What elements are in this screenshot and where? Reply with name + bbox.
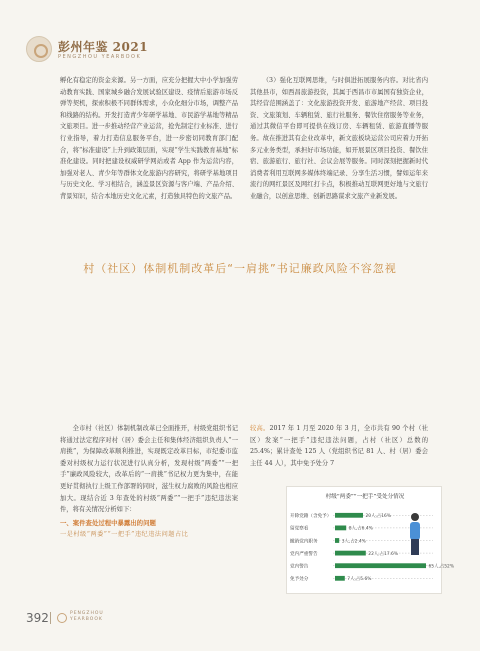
top-left-column: [60, 75, 238, 203]
value-label: 8人,占6.4%: [348, 526, 373, 532]
footer-brand: [70, 611, 104, 623]
yearbook-subtitle: PENGZHOU YEARBOOK: [58, 54, 142, 60]
bottom-left-column: [60, 423, 238, 541]
chart-title: 村级“两委”“一把手”受处分情况: [325, 494, 405, 500]
chart-canvas: [287, 487, 455, 595]
bottom-right-column: [250, 423, 428, 469]
yearbook-header: [26, 36, 226, 66]
page-footer: [26, 608, 166, 632]
bar: [335, 563, 426, 568]
category-label: 党内警告: [290, 564, 309, 570]
section-title: 村（社区）体制机制改革后“一肩挑”书记廉政风险不容忽视: [83, 262, 397, 275]
value-label: 65人,占52%: [428, 564, 455, 570]
section-banner: [0, 254, 480, 288]
bar: [335, 538, 339, 543]
top-right-column: [250, 75, 428, 203]
bar: [335, 513, 363, 518]
bar: [335, 526, 346, 531]
highlight-text: 较高。: [250, 425, 270, 432]
discipline-chart: [286, 486, 455, 594]
bar: [335, 576, 345, 581]
value-label: 3人,占2.4%: [341, 539, 366, 545]
page-number: 392: [26, 611, 49, 625]
paragraph: 孵化有稳定的资金来源。另一方面，应充分把握大中小学加强劳动教育实践、国家城乡融合发展试验区建设、疫情后旅游市场反弹等契机，探索积极不同群体需求，小众化细分市场，调整产品和线路的结构。开发打造青少年研学基地、市民游学基地等精品文旅项目。进一步推动经营产业运营，抢先制定行业标准、进行行业指导，着力打造信息服务平台，进一步密切同教育部门配合，将“标准建设”上升到政策层面，实现“学生实践教育基地”标准化建设。同时把建设权威研学网站或者 App 作为运营内容，加强对老人、青少年等群体文化旅游内容研究，将研学基地项目与历史文化、学习相结合，涵盖景区资源与客户端、产品介绍、背景知识，结合本地历史文化元素，打造独具特色的文旅产品。: [60, 77, 238, 200]
section-heading: 一、案件查处过程中暴露出的问题: [60, 518, 156, 527]
person-illustration-icon: [410, 513, 420, 555]
yearbook-title: 彭州年鉴 2021: [58, 40, 149, 54]
category-label: 免予处分: [290, 577, 309, 583]
paragraph: （3）强化互联网思维，与时俱进拓展服务内容。对比省内其他县市，如西昌旅游投资，其属于西昌市市属国有独资企业，其经营范围涵盖了：文化旅游投资开发、旅游地产经营、项目投资、文旅策划、车辆租赁、旅行社服务、餐饮住宿服务等业务，通过其微信平台即可提供在线订房、车辆租赁、旅游直播等服务。故在推进其有企业改革中，新文旅板块运营公司应着力开拓多元业务类型，承担好市场功能，如开展景区项目投资、餐饮住宿、旅游旅行、旅行社、会议会展等服务。同时深刻把握新时代消费者利用互联网多媒体终端记录、分享生活习惯，譬如运年来流行的网红景区及网红打卡点，积极推动互联网更好地与文旅行业融合，以创意思维、创新思路谋求文旅产业新发展。: [250, 77, 428, 200]
footer-divider: [50, 612, 51, 624]
yearbook-logo-icon: [26, 36, 52, 62]
paragraph: [250, 423, 428, 469]
footer-logo-icon: [57, 613, 67, 623]
category-label: 留党察看: [290, 526, 309, 532]
bar: [335, 551, 366, 556]
category-label: 党内严重警告: [290, 551, 318, 557]
category-label: 撤销党内职务: [290, 539, 318, 545]
value-label: 7人,占5.6%: [347, 577, 372, 583]
category-label: 开除党籍（含免予）: [290, 514, 332, 520]
footer-brand-line2: YEARBOOK: [70, 617, 103, 622]
value-label: 22人,占17.6%: [368, 551, 399, 557]
value-label: 20人,占16%: [365, 514, 392, 520]
footer-brand-line1: PENGZHOU: [70, 611, 104, 616]
section-subheading: 一是村级“两委”“一把手”违纪违法问题占比: [60, 531, 189, 539]
paragraph: 全市村（社区）体制机制改革已全面推开，村级党组织书记将通过法定程序对村（居）委会主任和集体经济组织负责人“一肩挑”，为保障改革顺利推进，实现既定改革目标，市纪委市监委对村级权力运行状况进行认真分析，发现村级“两委”“一把手”廉政风险较大，改革后的“一肩挑”书记权力更为集中，在能更好贯彻执行上级工作部署的同时，滋生权力腐败的风险也相应加大。现结合近 3 年查处的村级“两委”“一把手”违纪违法案件，将有关情况分析如下：: [60, 425, 238, 514]
body-text: 2017 年 1 月至 2020 年 3 月，全市共有 90 个村（社区）发案“一把手”违纪违法问题，占村（社区）总数的 25.4%；累计查处 125 人（党组织书记 81 人、村（居）委会主任 44 人），其中免予处分 7: [250, 425, 429, 467]
